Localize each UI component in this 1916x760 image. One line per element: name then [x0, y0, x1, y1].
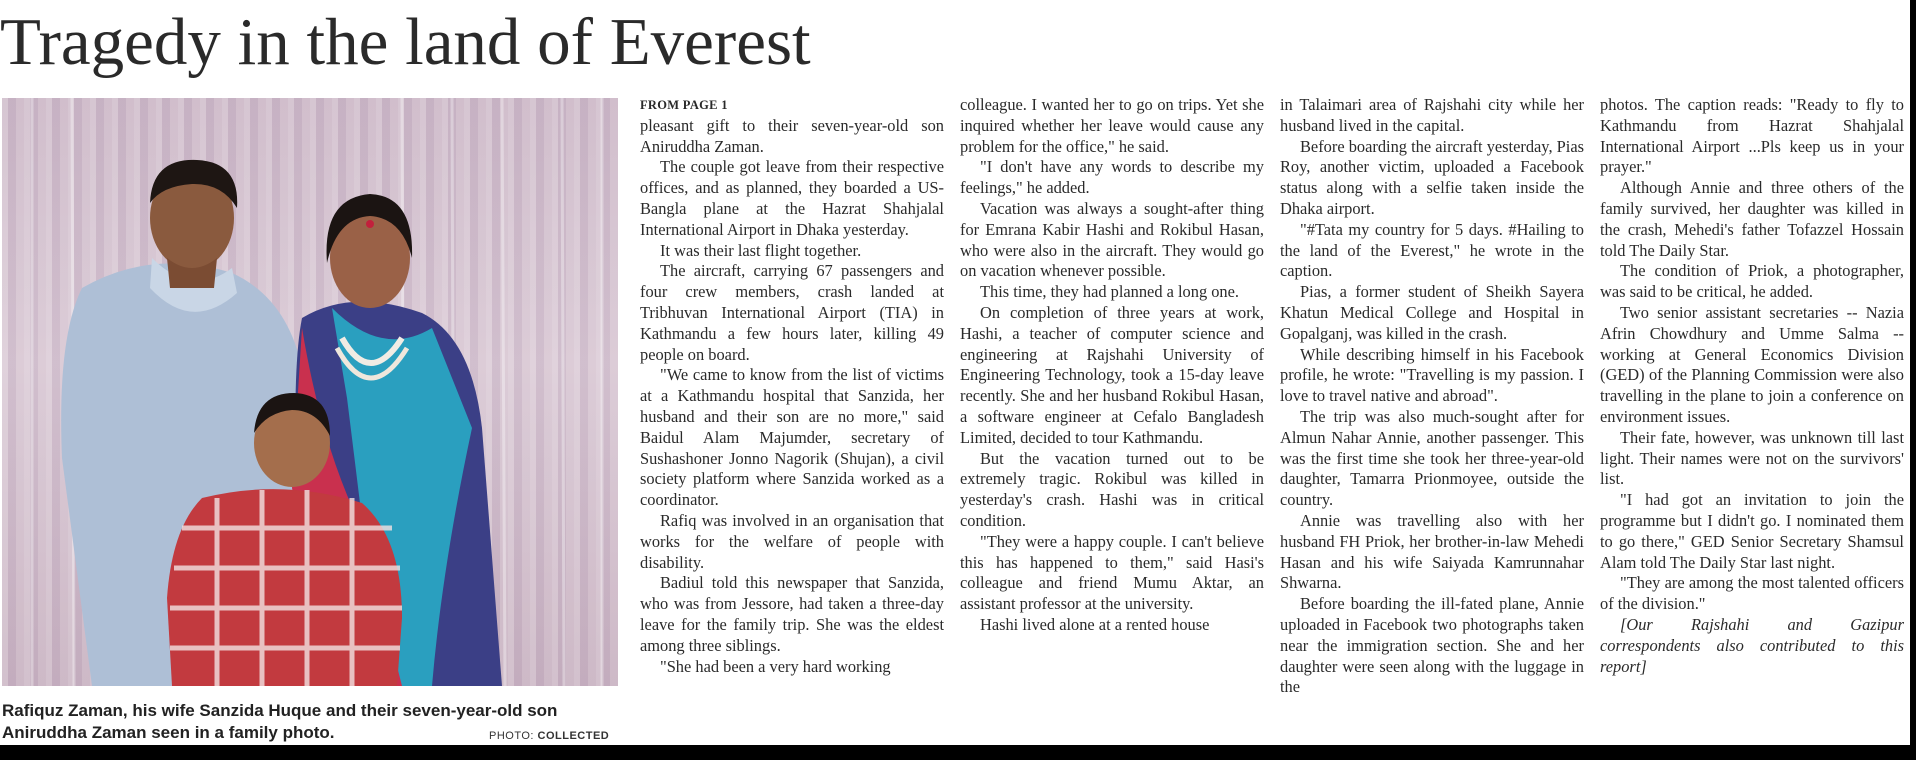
family-photo	[2, 98, 618, 686]
paragraph: pleasant gift to their seven-year-old son Aniruddha Zaman.	[640, 115, 944, 156]
caption-line: Rafiquz Zaman, his wife Sanzida Huque and their seven-year-old son	[2, 701, 558, 720]
paragraph: "We came to know from the list of victims at a Kathmandu hospital that Sanzida, her husband and their son are no more," said Baidul Alam Majumder, secretary of Sushashoner Jonno Nagorik (Shujan), a civil society platform where Sanzida worked as a coordinator.	[640, 365, 944, 510]
caption-line: Aniruddha Zaman seen in a family photo.	[2, 723, 335, 742]
photo-credit-prefix: PHOTO:	[489, 730, 538, 742]
paragraph: The aircraft, carrying 67 passengers and four crew members, crash landed at Tribhuvan International Airport (TIA) in Kathmandu a few hours later, killing 49 people on board.	[640, 261, 944, 364]
article-column-3	[1280, 95, 1584, 698]
paragraph: The condition of Priok, a photographer, was said to be critical, he added.	[1600, 261, 1904, 302]
correspondent-note: [Our Rajshahi and Gazipur correspondents also contributed to this report]	[1600, 614, 1904, 676]
family-photo-illustration	[2, 98, 618, 686]
paragraph: "They were a happy couple. I can't believe this has happened to them," said Hasi's colleague and friend Mumu Aktar, an assistant professor at the university.	[960, 531, 1264, 614]
paragraph: It was their last flight together.	[660, 240, 862, 260]
paragraph: Although Annie and three others of the family survived, her daughter was killed in the crash, Mehedi's father Tofazzel Hossain told The Daily Star.	[1600, 178, 1904, 260]
paragraph: Pias, a former student of Sheikh Sayera Khatun Medical College and Hospital in Gopalganj, was killed in the crash.	[1280, 282, 1584, 343]
article-column-4	[1600, 95, 1904, 677]
bottom-border	[0, 745, 1916, 760]
paragraph: in Talaimari area of Rajshahi city while her husband lived in the capital.	[1280, 95, 1584, 135]
paragraph: Rafiq was involved in an organisation that works for the welfare of people with disability.	[640, 510, 944, 572]
paragraph: Before boarding the aircraft yesterday, Pias Roy, another victim, uploaded a Facebook status along with a selfie taken inside the Dhaka airport.	[1280, 136, 1584, 218]
paragraph: colleague. I wanted her to go on trips. Yet she inquired whether her leave would cause any problem for the office," he said.	[960, 95, 1264, 156]
paragraph: Their fate, however, was unknown till last light. Their names were not on the survivors' list.	[1600, 427, 1904, 489]
paragraph: Vacation was always a sought-after thing for Emrana Kabir Hashi and Rokibul Hasan, who were also in the aircraft. They would go on vacation whenever possible.	[960, 198, 1264, 281]
jump-label: FROM PAGE 1	[640, 98, 728, 112]
photo-credit	[489, 730, 609, 742]
paragraph: Two senior assistant secretaries -- Nazia Afrin Chowdhury and Umme Salma --working at General Economics Division (GED) of the Planning Commission were also travelling in the plane to join a conference on environment issues.	[1600, 302, 1904, 426]
paragraph: This time, they had planned a long one.	[980, 282, 1240, 302]
headline: Tragedy in the land of Everest	[0, 5, 811, 79]
paragraph: The trip was also much-sought after for Almun Nahar Annie, another passenger. This was the first time she took her three-year-old daughter, Tamarra Prionmoyee, outside the country.	[1280, 406, 1584, 510]
paragraph: "#Tata my country for 5 days. #Hailing to the land of the Everest," he wrote in the caption.	[1280, 219, 1584, 281]
paragraph: While describing himself in his Facebook profile, he wrote: "Travelling is my passion. I love to travel native and abroad".	[1280, 344, 1584, 406]
paragraph: But the vacation turned out to be extremely tragic. Rokibul was killed in yesterday's crash. Hashi was in critical condition.	[960, 448, 1264, 530]
photo-credit-name: COLLECTED	[537, 730, 610, 742]
paragraph: "She had been a very hard working	[660, 656, 891, 676]
photo-caption	[2, 700, 557, 744]
paragraph: Annie was travelling also with her husband FH Priok, her brother-in-law Mehedi Hasan and his wife Saiyada Kamrunnahar Shwarna.	[1280, 510, 1584, 593]
paragraph: "They are among the most talented officers of the division."	[1600, 573, 1904, 614]
paragraph: Hashi lived alone at a rented house	[980, 614, 1210, 634]
paragraph: The couple got leave from their respective offices, and as planned, they boarded a US-Bangla plane at the Hazrat Shahjalal International Airport in Dhaka yesterday.	[640, 157, 944, 239]
article-column-2	[960, 95, 1264, 636]
paragraph: Before boarding the ill-fated plane, Annie uploaded in Facebook two photographs taken near the immigration section. She and her daughter were seen along with the luggage in the	[1280, 594, 1584, 697]
paragraph: photos. The caption reads: "Ready to fly to Kathmandu from Hazrat Shahjalal International Airport ...Pls keep us in your prayer."	[1600, 95, 1904, 177]
paragraph: On completion of three years at work, Hashi, a teacher of computer science and engineering at Rajshahi University of Engineering Technology, took a 15-day leave recently. She and her husband Rokibul Hasan, a software engineer at Cefalo Bangladesh Limited, decided to tour Kathmandu.	[960, 302, 1264, 447]
article-column-1	[640, 95, 944, 677]
paragraph: "I don't have any words to describe my feelings," he added.	[960, 157, 1264, 198]
paragraph: Badiul told this newspaper that Sanzida, who was from Jessore, had taken a three-day leave for the family trip. She was the eldest among three siblings.	[640, 573, 944, 655]
paragraph: "I had got an invitation to join the programme but I didn't go. I nominated them to go there," GED Senior Secretary Shamsul Alam told The Daily Star last night.	[1600, 490, 1904, 572]
